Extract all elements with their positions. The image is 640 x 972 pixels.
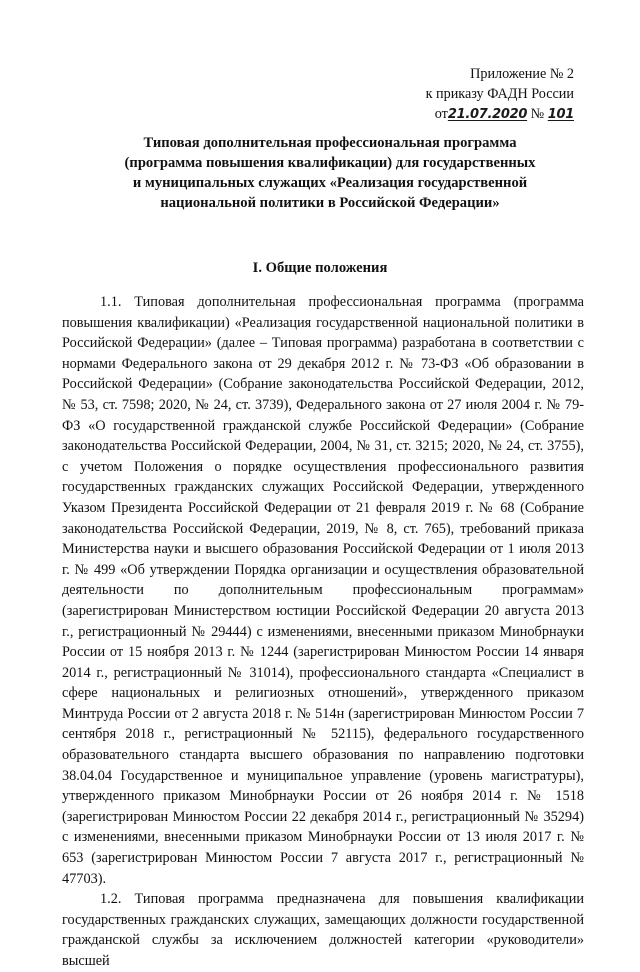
order-date-handwritten: 21.07.2020	[447, 107, 528, 122]
title-line: (программа повышения квалификации) для государственных	[124, 155, 536, 171]
section-heading: I. Общие положения	[252, 260, 388, 276]
document-body	[62, 292, 584, 972]
title-line: и муниципальных служащих «Реализация государственной	[132, 175, 528, 191]
number-label: №	[530, 106, 545, 122]
from-label: от	[434, 106, 448, 122]
appendix-block	[426, 64, 574, 125]
document-title	[100, 133, 560, 213]
appendix-date-line	[426, 104, 574, 125]
appendix-order-reference: к приказу ФАДН России	[425, 86, 574, 102]
appendix-number: Приложение № 2	[470, 66, 574, 82]
title-line: национальной политики в Российской Федерации»	[160, 195, 500, 211]
order-number-handwritten: 101	[547, 107, 574, 122]
paragraph-1-1: 1.1. Типовая дополнительная профессиональная программа (программа повышения квалификации) «Реализация государственной национальной политики в Российской Федерации» (далее – Типовая программа) разработана в соответствии с нормами Федерального закона от 29 декабря 2012 г. № 73-ФЗ «Об образовании в Российской Федерации» (Собрание законодательства Российской Федерации, 2012, № 53, ст. 7598; 2020, № 24, ст. 3739), Федерального закона от 27 июля 2004 г. № 79-ФЗ «О государственной гражданской службе Российской Федерации» (Собрание законодательства Российской Федерации, 2004, № 31, ст. 3215; 2020, № 24, ст. 3755), с учетом Положения о порядке осуществления профессионального развития государственных гражданских служащих Российской Федерации, утвержденного Указом Президента Российской Федерации от 21 февраля 2019 г. № 68 (Собрание законодательства Российской Федерации, 2019, № 8, ст. 765), требований приказа Министерства науки и высшего образования Российской Федерации от 1 июля 2013 г. № 499 «Об утверждении Порядка организации и осуществления образовательной деятельности по дополнительным профессиональным программам» (зарегистрирован Министерством юстиции Российской Федерации 20 августа 2013 г., регистрационный № 29444) с изменениями, внесенными приказом Минобрнауки России от 15 ноября 2013 г. № 1244 (зарегистрирован Минюстом России 14 января 2014 г., регистрационный № 31014), профессионального стандарта «Специалист в сфере национальных и религиозных отношений», утвержденного приказом Минтруда России от 2 августа 2018 г. № 514н (зарегистрирован Минюстом России 7 сентября 2018 г., регистрационный № 52115), федерального государственного образовательного стандарта высшего образования по направлению подготовки 38.04.04 Государственное и муниципальное управление (уровень магистратуры), утвержденного приказом Минобрнауки России от 26 ноября 2014 г. № 1518 (зарегистрирован Минюстом России 22 декабря 2014 г., регистрационный № 35294) с изменениями, внесенными приказом Минобрнауки России от 13 июля 2017 г. № 653 (зарегистрирован Минюстом России 7 августа 2017 г., регистрационный № 47703).	[62, 294, 584, 887]
title-line: Типовая дополнительная профессиональная программа	[143, 135, 517, 151]
paragraph-1-2: 1.2. Типовая программа предназначена для повышения квалификации государственных гражданских служащих, замещающих должности государственной гражданской службы за исключением должностей категории «руководители» высшей	[62, 891, 584, 969]
